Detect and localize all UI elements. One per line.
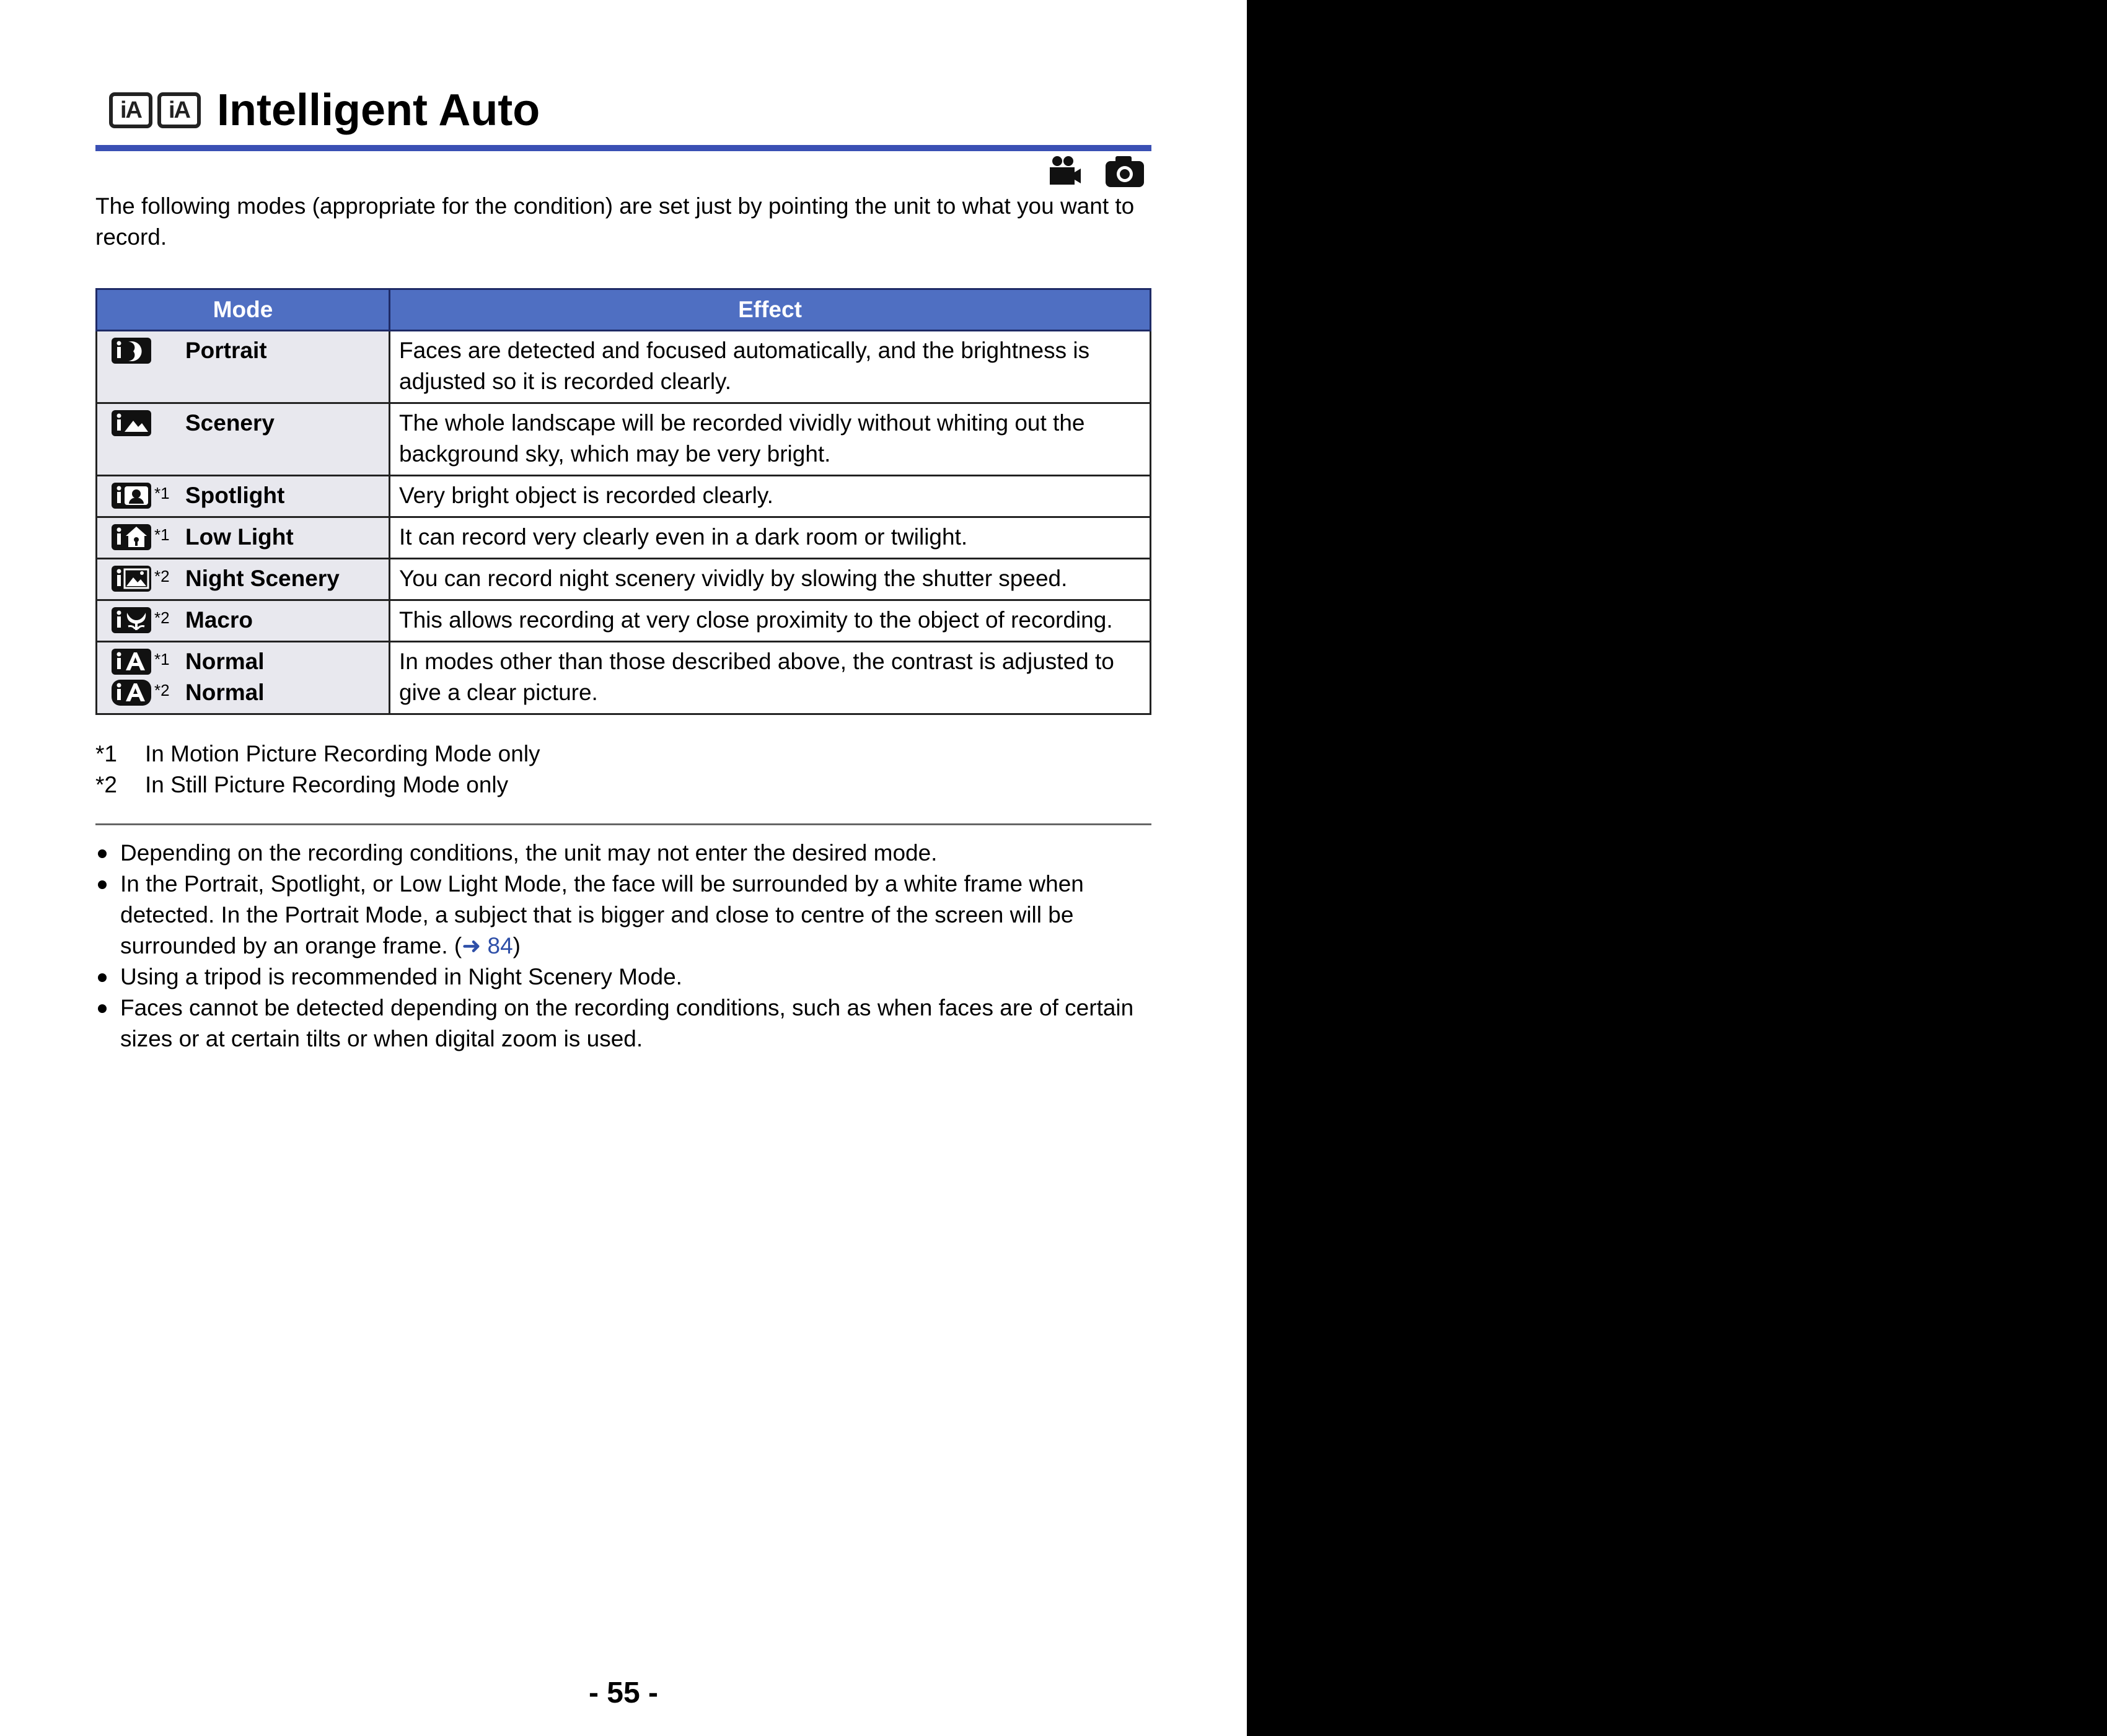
mode-name: Normal [185, 649, 265, 674]
intelligent-auto-icon: iA [109, 92, 152, 128]
effect-cell: It can record very clearly even in a dark room or twilight. [390, 517, 1151, 559]
mode-cell [97, 476, 390, 517]
table-row [97, 517, 1151, 559]
footnote-item [95, 769, 540, 800]
intro-paragraph: The following modes (appropriate for the condition) are set just by pointing the unit to what you want to record. [95, 193, 1135, 250]
notes-list [95, 838, 1161, 1054]
note-text: Depending on the recording conditions, the unit may not enter the desired mode. [120, 840, 938, 866]
mode-name: Normal [185, 680, 265, 705]
footnotes [95, 739, 540, 800]
note-item [95, 838, 1161, 869]
title-underline [95, 145, 1151, 151]
effect-cell: This allows recording at very close proximity to the object of recording. [390, 600, 1151, 642]
still-picture-icon [1106, 156, 1144, 187]
modes-table [95, 288, 1151, 715]
footnote-ref: *1 [154, 525, 170, 544]
table-row [97, 642, 1151, 714]
footnote-text: In Motion Picture Recording Mode only [145, 741, 540, 766]
motion-picture-icon [1050, 156, 1081, 185]
note-item [95, 962, 1161, 993]
table-row [97, 559, 1151, 600]
footnote-ref: *1 [154, 484, 170, 502]
footnote-text: In Still Picture Recording Mode only [145, 772, 509, 797]
footnote-ref: *2 [154, 567, 170, 585]
table-header-row [97, 289, 1151, 331]
note-item [95, 993, 1161, 1054]
note-item [95, 869, 1161, 962]
mode-cell [97, 331, 390, 403]
table-row [97, 476, 1151, 517]
mode-cell [97, 517, 390, 559]
effect-cell: In modes other than those described above, the contrast is adjusted to give a clear picture. [390, 642, 1151, 714]
effect-cell: Faces are detected and focused automatically, and the brightness is adjusted so it is recorded clearly. [390, 331, 1151, 403]
table-row [97, 600, 1151, 642]
table-row [97, 331, 1151, 403]
column-header-effect: Effect [390, 289, 1151, 331]
table-row [97, 403, 1151, 476]
section-heading [109, 81, 540, 140]
mode-name: Night Scenery [185, 566, 340, 591]
footnote-item [95, 739, 540, 769]
night-scenery-mode-icon [110, 563, 154, 594]
page-reference-link[interactable]: ➜ 84 [462, 933, 513, 958]
column-header-mode: Mode [97, 289, 390, 331]
normal-plus-mode-icon [110, 677, 154, 708]
effect-cell: The whole landscape will be recorded vividly without whiting out the background sky, which may be very bright. [390, 403, 1151, 476]
mode-cell [97, 559, 390, 600]
page-title: Intelligent Auto [217, 85, 540, 135]
note-text-end: ) [512, 933, 521, 958]
mode-cell [97, 600, 390, 642]
footnote-mark: *2 [95, 772, 117, 797]
mode-name: Low Light [185, 524, 294, 550]
footnote-ref: *1 [154, 650, 170, 669]
scenery-mode-icon [110, 408, 154, 439]
note-text: Faces cannot be detected depending on the recording conditions, such as when faces are of certain sizes or at certain tilts or when digital zoom is used. [120, 995, 1134, 1051]
portrait-mode-icon [110, 335, 154, 366]
section-divider [95, 823, 1151, 825]
note-text: In the Portrait, Spotlight, or Low Light Mode, the face will be surrounded by a white frame when detected. In the Portrait Mode, a subject that is bigger and close to centre of the screen will be surrounded by an orange frame. ( [120, 871, 1084, 958]
effect-cell: Very bright object is recorded clearly. [390, 476, 1151, 517]
macro-mode-icon [110, 605, 154, 636]
normal-mode-icon [110, 646, 154, 677]
footnote-ref: *2 [154, 681, 170, 699]
intelligent-auto-plus-icon: iA [157, 92, 201, 128]
page-number: - 55 - [588, 1677, 659, 1709]
effect-cell: You can record night scenery vividly by slowing the shutter speed. [390, 559, 1151, 600]
mode-name: Macro [185, 607, 253, 633]
spotlight-mode-icon [110, 480, 154, 511]
mode-cell [97, 642, 390, 714]
mode-cell [97, 403, 390, 476]
mode-name: Spotlight [185, 483, 285, 508]
footnote-ref: *2 [154, 608, 170, 627]
mode-name: Scenery [185, 410, 275, 436]
low-light-mode-icon [110, 522, 154, 553]
footnote-mark: *1 [95, 741, 117, 766]
recording-mode-indicators [1047, 154, 1146, 188]
note-text: Using a tripod is recommended in Night Scenery Mode. [120, 964, 682, 989]
mode-name: Portrait [185, 338, 267, 363]
